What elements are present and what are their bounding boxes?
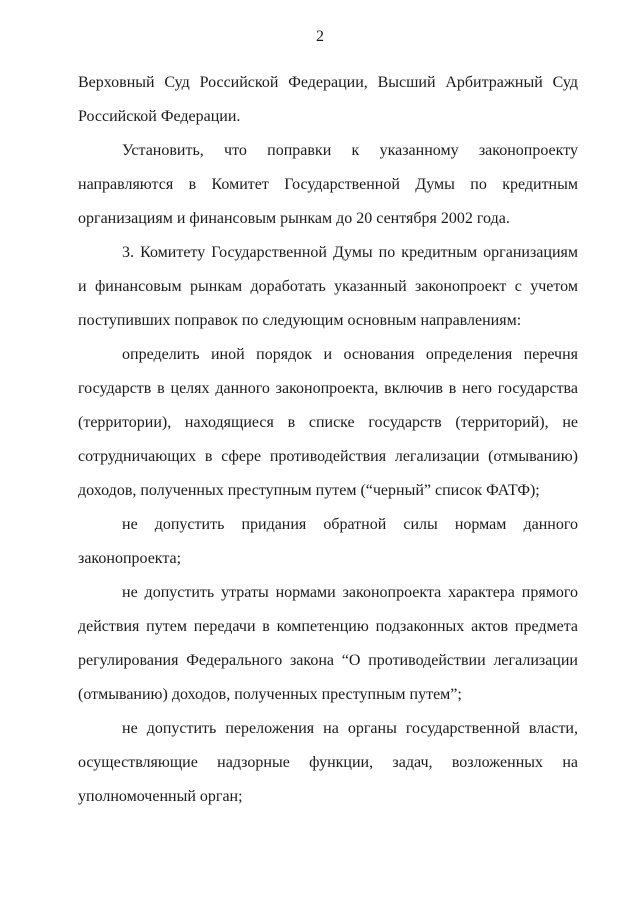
document-body bbox=[78, 66, 578, 814]
paragraph bbox=[78, 712, 578, 814]
text-line: Верховный Суд Российской Федерации, Высший Арбитражный Суд bbox=[78, 74, 578, 91]
paragraph bbox=[78, 508, 578, 576]
text-line: 3. Комитету Государственной Думы по кредитным организациям bbox=[122, 244, 578, 261]
text-line: и финансовым рынкам доработать указанный законопроект с учетом bbox=[78, 278, 578, 295]
text-line: доходов, полученных преступным путем (“черный” список ФАТФ); bbox=[78, 482, 540, 499]
paragraph bbox=[78, 134, 578, 236]
text-line: осуществляющие надзорные функции, задач, возложенных на bbox=[78, 754, 578, 771]
text-line: определить иной порядок и основания определения перечня bbox=[122, 346, 578, 363]
paragraph bbox=[78, 66, 578, 134]
paragraph bbox=[78, 338, 578, 508]
text-line: уполномоченный орган; bbox=[78, 788, 243, 805]
text-line: действия путем передачи в компетенцию подзаконных актов предмета bbox=[78, 618, 578, 635]
text-line: регулирования Федерального закона “О противодействии легализации bbox=[78, 652, 578, 669]
page-number: 2 bbox=[316, 28, 324, 45]
paragraph bbox=[78, 236, 578, 338]
text-line: не допустить переложения на органы государственной власти, bbox=[122, 720, 578, 737]
text-line: не допустить придания обратной силы нормам данного bbox=[122, 516, 578, 533]
text-line: организациям и финансовым рынкам до 20 сентября 2002 года. bbox=[78, 210, 510, 227]
paragraph bbox=[78, 576, 578, 712]
text-line: законопроекта; bbox=[78, 550, 182, 567]
text-line: сотрудничающих в сфере противодействия легализации (отмыванию) bbox=[78, 448, 578, 465]
text-line: поступивших поправок по следующим основным направлениям: bbox=[78, 312, 522, 329]
text-line: государств в целях данного законопроекта, включив в него государства bbox=[78, 380, 578, 397]
text-line: не допустить утраты нормами законопроекта характера прямого bbox=[122, 584, 578, 601]
text-line: направляются в Комитет Государственной Думы по кредитным bbox=[78, 176, 578, 193]
text-line: (территории), находящиеся в списке государств (территорий), не bbox=[78, 414, 578, 431]
text-line: Российской Федерации. bbox=[78, 108, 241, 125]
text-line: (отмыванию) доходов, полученных преступным путем”; bbox=[78, 686, 462, 703]
text-line: Установить, что поправки к указанному законопроекту bbox=[122, 142, 578, 159]
